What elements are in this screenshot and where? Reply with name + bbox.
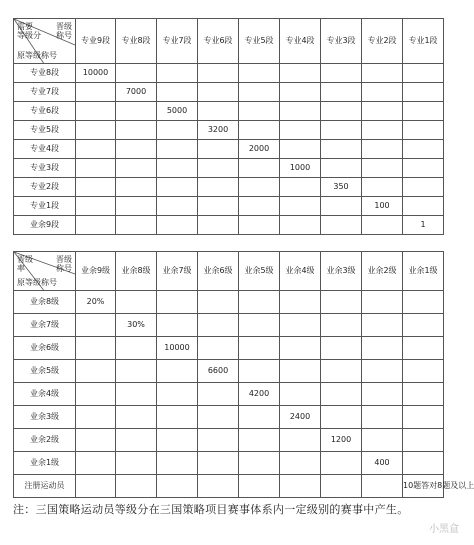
table-cell [76, 475, 116, 498]
row-label: 业余5级 [14, 360, 76, 383]
table1-col-header: 专业5段 [239, 19, 280, 64]
table-cell [157, 406, 198, 429]
table-cell [76, 140, 116, 159]
table1-corner-top-left: 需要 等级分 [17, 22, 41, 40]
table-cell [76, 197, 116, 216]
table-cell: 20% [76, 291, 116, 314]
table-cell [403, 83, 444, 102]
table-cell [76, 159, 116, 178]
table-cell [116, 360, 157, 383]
row-label: 业余1级 [14, 452, 76, 475]
table-cell [239, 178, 280, 197]
table-cell [116, 383, 157, 406]
table-cell [403, 406, 444, 429]
table-cell: 1000 [280, 159, 321, 178]
table1-header-row [14, 19, 444, 64]
table-cell [403, 102, 444, 121]
table-cell [362, 360, 403, 383]
table-row [14, 216, 444, 235]
table-cell [116, 121, 157, 140]
table-cell [321, 475, 362, 498]
table-cell [362, 64, 403, 83]
table-cell [280, 429, 321, 452]
watermark-logo: 小黑盒 [429, 524, 459, 535]
table1-col-header: 专业3段 [321, 19, 362, 64]
table2-col-header: 业余8级 [116, 252, 157, 291]
table-cell [116, 102, 157, 121]
table-row [14, 337, 444, 360]
table-cell [403, 360, 444, 383]
table-cell [239, 197, 280, 216]
table-cell: 4200 [239, 383, 280, 406]
table-cell [76, 102, 116, 121]
table-cell [280, 291, 321, 314]
table-cell [321, 337, 362, 360]
row-label: 专业2段 [14, 178, 76, 197]
table-row [14, 475, 444, 498]
table-cell [157, 121, 198, 140]
table-cell [321, 314, 362, 337]
table-cell [362, 83, 403, 102]
table-cell [362, 337, 403, 360]
table2-corner-cell [14, 252, 76, 291]
table-cell [76, 429, 116, 452]
table-row [14, 64, 444, 83]
table-cell [239, 291, 280, 314]
footnote: 注：三国策略运动员等级分在三国策略项目赛事体系内一定级别的赛事中产生。 [13, 503, 409, 516]
row-label: 专业7段 [14, 83, 76, 102]
table-cell [239, 216, 280, 235]
table-row [14, 291, 444, 314]
table1-col-header: 专业4段 [280, 19, 321, 64]
table-cell [198, 64, 239, 83]
table-cell [76, 383, 116, 406]
table-cell [239, 475, 280, 498]
table-cell: 100 [362, 197, 403, 216]
table-cell [321, 159, 362, 178]
table1-col-header: 专业1段 [403, 19, 444, 64]
table-row [14, 102, 444, 121]
table-cell [198, 159, 239, 178]
table2-corner-top-left: 晋级 率 [17, 255, 33, 273]
table-cell [321, 216, 362, 235]
table-row [14, 314, 444, 337]
table-cell [198, 452, 239, 475]
table-cell [76, 216, 116, 235]
table-cell [403, 197, 444, 216]
table-cell [239, 406, 280, 429]
table-cell [116, 406, 157, 429]
table-cell [116, 140, 157, 159]
table-cell [280, 475, 321, 498]
table-cell: 1 [403, 216, 444, 235]
table-cell [280, 83, 321, 102]
table-cell [157, 216, 198, 235]
table-row [14, 429, 444, 452]
table-cell [321, 383, 362, 406]
table-cell: 7000 [116, 83, 157, 102]
table-cell [362, 291, 403, 314]
table-cell [157, 64, 198, 83]
table1-body [14, 64, 444, 235]
professional-rank-table [13, 18, 444, 235]
table-cell: 1200 [321, 429, 362, 452]
row-label: 业余8级 [14, 291, 76, 314]
table-row [14, 452, 444, 475]
table-cell [76, 121, 116, 140]
table-cell [198, 314, 239, 337]
table-cell [198, 216, 239, 235]
table1-col-header: 专业7段 [157, 19, 198, 64]
table-cell: 2000 [239, 140, 280, 159]
table2-col-header: 业余7级 [157, 252, 198, 291]
table-cell [198, 102, 239, 121]
table-cell [362, 102, 403, 121]
table1-corner-cell [14, 19, 76, 64]
table-cell [157, 452, 198, 475]
table-cell [116, 429, 157, 452]
table-cell [76, 452, 116, 475]
table-cell [157, 360, 198, 383]
table-cell [280, 140, 321, 159]
table-cell [239, 121, 280, 140]
table-cell [280, 216, 321, 235]
row-label: 专业3段 [14, 159, 76, 178]
table-cell [116, 475, 157, 498]
table-cell [76, 360, 116, 383]
table-cell [157, 314, 198, 337]
table2-corner-bottom: 原等级称号 [17, 278, 57, 287]
table-cell [157, 159, 198, 178]
row-label: 专业1段 [14, 197, 76, 216]
table-cell [321, 140, 362, 159]
table-cell [321, 83, 362, 102]
table2-corner-top-right: 晋级 称号 [56, 255, 72, 273]
table2-col-header: 业余2级 [362, 252, 403, 291]
table-cell [239, 360, 280, 383]
row-label: 专业6段 [14, 102, 76, 121]
table-cell [280, 360, 321, 383]
table-cell [403, 314, 444, 337]
table-cell [403, 337, 444, 360]
table1-col-header: 专业8段 [116, 19, 157, 64]
table-cell [321, 452, 362, 475]
table-cell [362, 121, 403, 140]
table-cell [403, 121, 444, 140]
table-cell [116, 216, 157, 235]
table-row [14, 83, 444, 102]
table-cell [198, 337, 239, 360]
table-cell [157, 178, 198, 197]
table-cell [403, 159, 444, 178]
row-label: 注册运动员 [14, 475, 76, 498]
row-label: 业余2级 [14, 429, 76, 452]
table1-corner-bottom: 原等级称号 [17, 51, 57, 60]
table-cell [280, 314, 321, 337]
table-cell [76, 337, 116, 360]
row-label: 业余3级 [14, 406, 76, 429]
table-cell [198, 475, 239, 498]
table-cell [239, 64, 280, 83]
table1-corner-top-right: 晋级 称号 [56, 22, 72, 40]
table2-header-row [14, 252, 444, 291]
table-cell [403, 452, 444, 475]
table-cell: 10题答对8题及以上 [403, 475, 444, 498]
table-cell [157, 197, 198, 216]
table-cell [403, 429, 444, 452]
table-row [14, 197, 444, 216]
table-cell [116, 64, 157, 83]
table-cell: 2400 [280, 406, 321, 429]
table-cell: 6600 [198, 360, 239, 383]
table-cell: 10000 [76, 64, 116, 83]
table-row [14, 406, 444, 429]
table-cell [403, 178, 444, 197]
row-label: 专业4段 [14, 140, 76, 159]
table-cell [280, 452, 321, 475]
table-cell [403, 383, 444, 406]
row-label: 专业5段 [14, 121, 76, 140]
table-cell [157, 291, 198, 314]
table-cell [157, 83, 198, 102]
table-cell [362, 178, 403, 197]
table2-col-header: 业余6级 [198, 252, 239, 291]
table-cell [362, 314, 403, 337]
table-cell [76, 406, 116, 429]
table-cell [116, 337, 157, 360]
row-label: 业余7级 [14, 314, 76, 337]
table-cell [321, 406, 362, 429]
row-label: 专业8段 [14, 64, 76, 83]
table-cell [239, 159, 280, 178]
table-cell [239, 102, 280, 121]
table-cell [239, 314, 280, 337]
table-cell [321, 360, 362, 383]
table-cell [239, 452, 280, 475]
table-cell [157, 429, 198, 452]
table-cell [239, 429, 280, 452]
table-cell [157, 383, 198, 406]
table1-col-header: 专业9段 [76, 19, 116, 64]
table-cell: 10000 [157, 337, 198, 360]
table-cell [321, 197, 362, 216]
row-label: 业余9段 [14, 216, 76, 235]
table-row [14, 383, 444, 406]
table-cell [116, 452, 157, 475]
table-cell [321, 121, 362, 140]
table-cell [321, 64, 362, 83]
table-cell [362, 406, 403, 429]
table-cell [116, 159, 157, 178]
table-cell [198, 429, 239, 452]
table2-col-header: 业余5级 [239, 252, 280, 291]
table-row [14, 121, 444, 140]
table-cell [362, 159, 403, 178]
table-row [14, 178, 444, 197]
table-cell [239, 337, 280, 360]
table-cell [76, 314, 116, 337]
table1-col-header: 专业6段 [198, 19, 239, 64]
amateur-rank-table [13, 251, 474, 498]
table-cell [280, 197, 321, 216]
table-cell [76, 83, 116, 102]
table-cell [198, 140, 239, 159]
row-label: 业余6级 [14, 337, 76, 360]
table-cell [280, 337, 321, 360]
table-cell [321, 102, 362, 121]
table2-col-header: 业余9级 [76, 252, 116, 291]
table-cell: 350 [321, 178, 362, 197]
table-cell [239, 83, 280, 102]
table-cell [362, 216, 403, 235]
table-cell [76, 178, 116, 197]
table2-body [14, 291, 474, 498]
table-cell [198, 197, 239, 216]
table2-col-header: 业余1级 [403, 252, 444, 291]
table-cell [280, 64, 321, 83]
row-label: 业余4级 [14, 383, 76, 406]
table2-col-header: 业余3级 [321, 252, 362, 291]
table-cell [116, 178, 157, 197]
table-cell [362, 475, 403, 498]
table-cell [198, 406, 239, 429]
table-cell [362, 140, 403, 159]
table-cell [116, 197, 157, 216]
table-cell [157, 140, 198, 159]
table-cell [362, 429, 403, 452]
table-cell [362, 383, 403, 406]
table-row [14, 140, 444, 159]
table-cell [403, 291, 444, 314]
table-cell: 30% [116, 314, 157, 337]
table-row [14, 360, 444, 383]
table-cell: 400 [362, 452, 403, 475]
table-row [14, 159, 444, 178]
table-cell [280, 102, 321, 121]
table-cell [280, 383, 321, 406]
table-cell [157, 475, 198, 498]
table-cell: 5000 [157, 102, 198, 121]
table-cell [198, 83, 239, 102]
table-cell [198, 291, 239, 314]
table2-col-header: 业余4级 [280, 252, 321, 291]
table-cell [198, 383, 239, 406]
table-cell: 3200 [198, 121, 239, 140]
table-cell [403, 64, 444, 83]
table-cell [280, 178, 321, 197]
table-cell [321, 291, 362, 314]
table-cell [198, 178, 239, 197]
table-cell [280, 121, 321, 140]
table-cell [403, 140, 444, 159]
table1-col-header: 专业2段 [362, 19, 403, 64]
table-cell [116, 291, 157, 314]
